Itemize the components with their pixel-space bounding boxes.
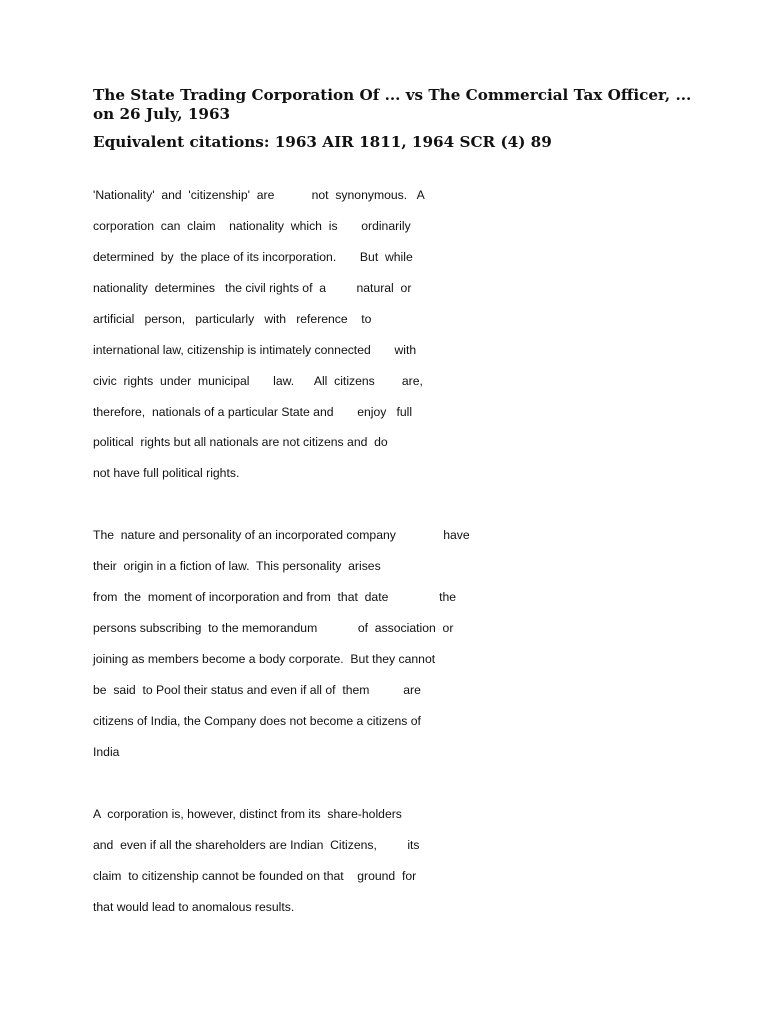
text-line: that would lead to anomalous results.	[93, 900, 295, 914]
text-line: nationality determines the civil rights of a natural or	[93, 281, 412, 295]
text-line: claim to citizenship cannot be founded on that ground for	[93, 869, 417, 883]
text-line: their origin in a fiction of law. This personality arises	[93, 559, 381, 573]
text-line: joining as members become a body corporate. But they cannot	[93, 652, 436, 666]
text-line: from the moment of incorporation and from that date the	[93, 590, 457, 604]
text-line: artificial person, particularly with reference to	[93, 312, 372, 326]
document-title: The State Trading Corporation Of ... vs The Commercial Tax Officer, ... on 26 July, 1963	[93, 86, 692, 123]
text-line: A corporation is, however, distinct from its share-holders	[93, 807, 402, 821]
text-line: and even if all the shareholders are Indian Citizens, its	[93, 838, 420, 852]
text-line: civic rights under municipal law. All citizens are,	[93, 374, 423, 388]
text-line: international law, citizenship is intimately connected with	[93, 343, 417, 357]
text-line: 'Nationality' and 'citizenship' are not synonymous. A	[93, 188, 425, 202]
text-line: citizens of India, the Company does not become a citizens of	[93, 714, 421, 728]
text-line: political rights but all nationals are not citizens and do	[93, 435, 388, 449]
equivalent-citations: Equivalent citations: 1963 AIR 1811, 1964 SCR (4) 89	[93, 133, 552, 151]
text-line: not have full political rights.	[93, 466, 240, 480]
text-line: therefore, nationals of a particular State and enjoy full	[93, 405, 413, 419]
text-line: The nature and personality of an incorporated company have	[93, 528, 470, 542]
text-line: corporation can claim nationality which is ordinarily	[93, 219, 411, 233]
text-line: persons subscribing to the memorandum of association or	[93, 621, 454, 635]
text-line: determined by the place of its incorporation. But while	[93, 250, 413, 264]
text-line: be said to Pool their status and even if all of them are	[93, 683, 421, 697]
text-line: India	[93, 745, 120, 759]
